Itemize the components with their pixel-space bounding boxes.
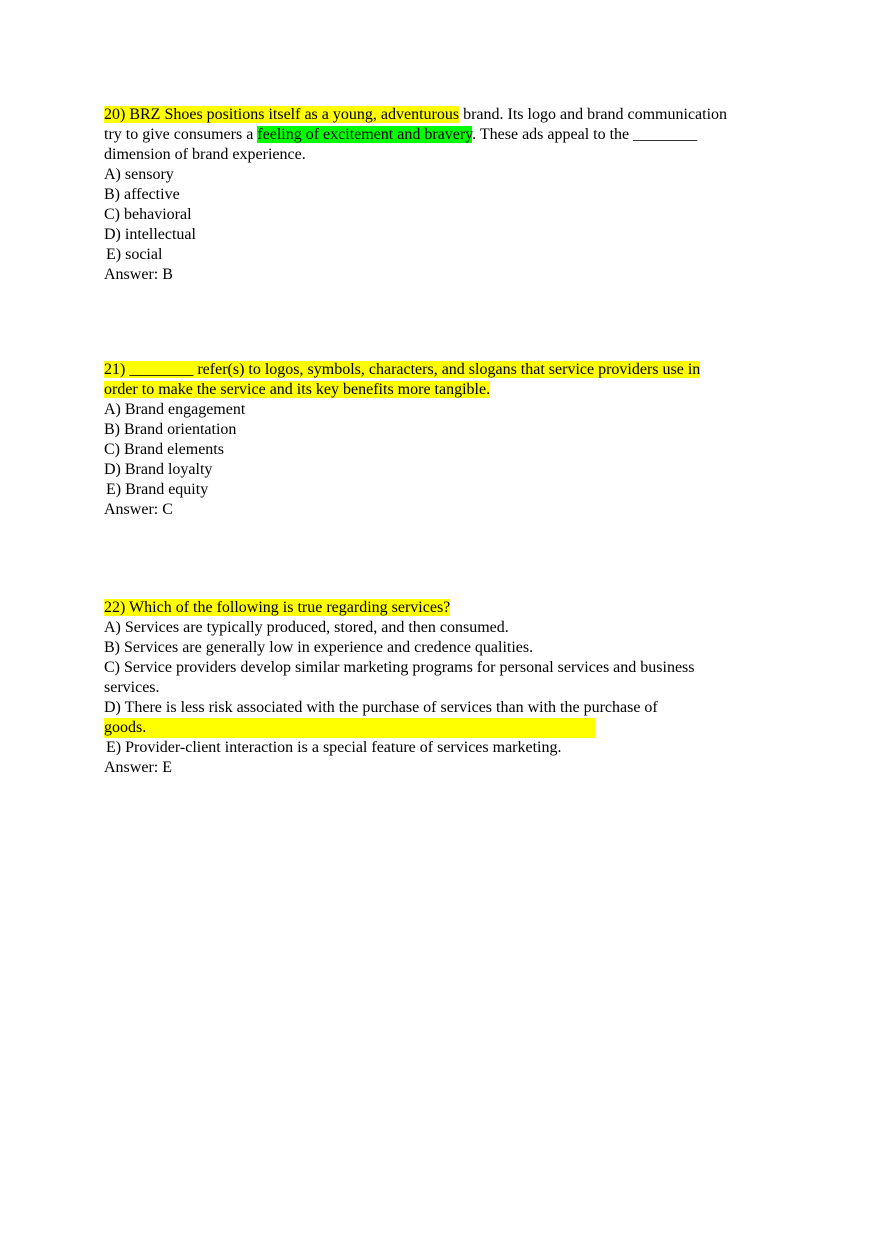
question-20-stem-text: try to give consumers a xyxy=(104,126,258,143)
question-21 xyxy=(104,360,784,520)
question-22-highlight: 22) Which of the following is true regarding services? xyxy=(104,599,451,616)
question-22-option-c: C) Service providers develop similar marketing programs for personal services and business xyxy=(104,659,695,676)
question-20-answer: Answer: B xyxy=(104,266,173,283)
question-20 xyxy=(104,105,784,285)
question-20-option-b: B) affective xyxy=(104,186,180,203)
question-21-stem-line-1 xyxy=(104,360,784,380)
question-22-option-d-continued xyxy=(104,718,784,738)
question-22 xyxy=(104,598,784,778)
question-21-stem-line-2 xyxy=(104,380,784,400)
question-20-stem-text: . These ads appeal to the ________ xyxy=(472,126,698,143)
question-21-option-b: B) Brand orientation xyxy=(104,421,237,438)
question-20-option-e: E) social xyxy=(106,246,163,263)
question-21-answer: Answer: C xyxy=(104,501,173,518)
question-21-option-e: E) Brand equity xyxy=(106,481,209,498)
question-20-option-a: A) sensory xyxy=(104,166,174,183)
question-21-option-c: C) Brand elements xyxy=(104,441,224,458)
question-22-option-e: E) Provider-client interaction is a special feature of services marketing. xyxy=(106,739,562,756)
question-21-option-d: D) Brand loyalty xyxy=(104,461,213,478)
question-20-stem-text: brand. Its logo and brand communication xyxy=(459,106,728,123)
question-22-highlight-block: goods. xyxy=(104,718,595,738)
question-20-stem-line-3: dimension of brand experience. xyxy=(104,146,306,163)
question-21-highlight: order to make the service and its key benefits more tangible. xyxy=(104,381,491,398)
question-21-option-a: A) Brand engagement xyxy=(104,401,246,418)
question-22-option-b: B) Services are generally low in experience and credence qualities. xyxy=(104,639,534,656)
question-21-highlight: 21) ________ refer(s) to logos, symbols, characters, and slogans that service providers use in xyxy=(104,361,701,378)
question-22-option-c-continued: services. xyxy=(104,679,160,696)
question-22-stem-line-1 xyxy=(104,598,784,618)
question-22-option-a: A) Services are typically produced, stored, and then consumed. xyxy=(104,619,509,636)
question-20-stem-line-1 xyxy=(104,105,784,125)
question-22-answer: Answer: E xyxy=(104,759,172,776)
question-20-option-c: C) behavioral xyxy=(104,206,192,223)
question-20-option-d: D) intellectual xyxy=(104,226,196,243)
question-22-option-d: D) There is less risk associated with the purchase of services than with the purchase of xyxy=(104,699,658,716)
question-20-green-highlight: feeling of excitement and bravery xyxy=(257,126,473,143)
question-20-stem-line-2 xyxy=(104,125,784,145)
question-20-highlight: 20) BRZ Shoes positions itself as a young, adventurous xyxy=(104,106,460,123)
